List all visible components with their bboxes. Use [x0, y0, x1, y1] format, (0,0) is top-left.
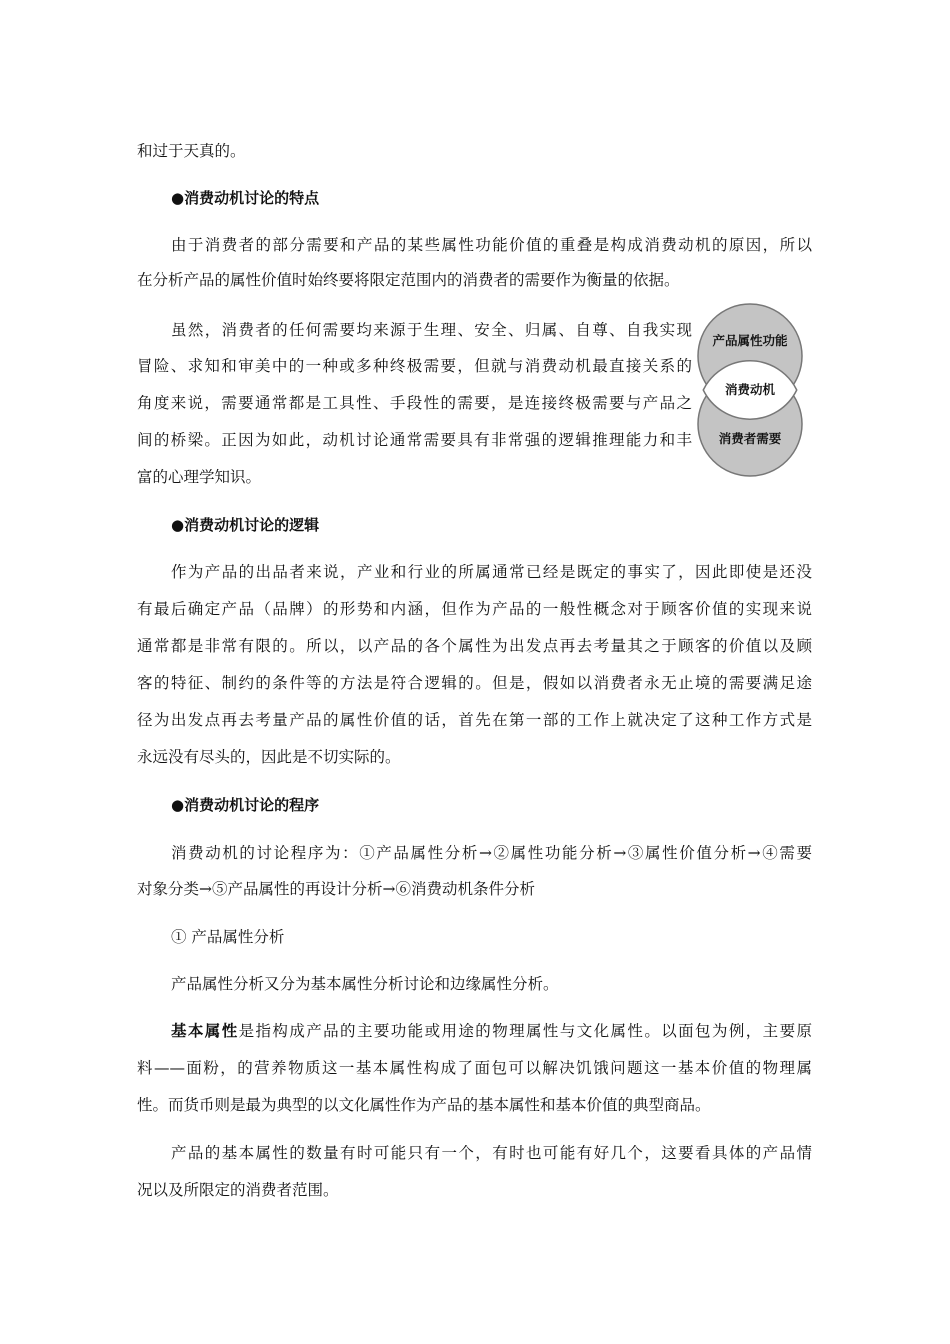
- section-heading-logic: ●消费动机讨论的逻辑: [171, 516, 320, 534]
- paragraph-line: 由于消费者的部分需要和产品的某些属性功能价值的重叠是构成消费动机的原因，所以: [171, 236, 812, 254]
- diagram-label-consumer-needs: 消费者需要: [718, 431, 782, 446]
- paragraph-line: 产品属性分析又分为基本属性分析讨论和边缘属性分析。: [171, 975, 559, 993]
- bold-term: 基本属性: [171, 1022, 239, 1040]
- paragraph-text: 是指构成产品的主要功能或用途的物理属性与文化属性。以面包为例，主要原: [238, 1022, 812, 1040]
- paragraph-line: 永远没有尽头的，因此是不切实际的。: [137, 748, 401, 766]
- paragraph-line: 作为产品的出品者来说，产业和行业的所属通常已经是既定的事实了，因此即使是还没: [171, 563, 812, 581]
- section-heading-features: ●消费动机讨论的特点: [171, 189, 320, 207]
- venn-diagram: [692, 300, 808, 480]
- paragraph-line: 径为出发点再去考量产品的属性价值的话，首先在第一部的工作上就决定了这种工作方式是: [137, 711, 812, 729]
- paragraph-line: 和过于天真的。: [137, 142, 246, 160]
- paragraph-line: 有最后确定产品（品牌）的形势和内涵，但作为产品的一般性概念对于顾客价值的实现来说: [137, 600, 812, 618]
- diagram-label-product-attributes: 产品属性功能: [712, 333, 788, 348]
- paragraph-line: 消费动机的讨论程序为：①产品属性分析→②属性功能分析→③属性价值分析→④需要: [171, 844, 812, 862]
- paragraph-line: 虽然，消费者的任何需要均来源于生理、安全、归属、自尊、自我实现: [171, 321, 692, 339]
- paragraph-line: 在分析产品的属性价值时始终要将限定范围内的消费者的需要作为衡量的依据。: [137, 271, 680, 289]
- paragraph-line: 间的桥梁。正因为如此，动机讨论通常需要具有非常强的逻辑推理能力和丰: [137, 431, 692, 449]
- paragraph-line: 角度来说，需要通常都是工具性、手段性的需要，是连接终极需要与产品之: [137, 394, 692, 412]
- subsection-title: ① 产品属性分析: [171, 928, 285, 946]
- paragraph-line: 富的心理学知识。: [137, 468, 262, 486]
- paragraph-line: 料——面粉，的营养物质这一基本属性构成了面包可以解决饥饿问题这一基本价值的物理属: [137, 1059, 812, 1077]
- paragraph-line: 冒险、求知和审美中的一种或多种终极需要，但就与消费动机最直接关系的: [137, 357, 692, 375]
- paragraph-line: 通常都是非常有限的。所以，以产品的各个属性为出发点再去考量其之于顾客的价值以及顾: [137, 637, 812, 655]
- paragraph-line: [171, 1021, 812, 1041]
- paragraph-line: 客的特征、制约的条件等的方法是符合逻辑的。但是，假如以消费者永无止境的需要满足途: [137, 674, 812, 692]
- paragraph-line: 性。而货币则是最为典型的以文化属性作为产品的基本属性和基本价值的典型商品。: [137, 1096, 711, 1114]
- section-heading-procedure: ●消费动机讨论的程序: [171, 796, 320, 814]
- paragraph-line: 对象分类→⑤产品属性的再设计分析→⑥消费动机条件分析: [137, 880, 535, 898]
- paragraph-line: 产品的基本属性的数量有时可能只有一个，有时也可能有好几个，这要看具体的产品情: [171, 1144, 812, 1162]
- paragraph-line: 况以及所限定的消费者范围。: [137, 1181, 339, 1199]
- diagram-label-consumption-motive: 消费动机: [724, 382, 776, 397]
